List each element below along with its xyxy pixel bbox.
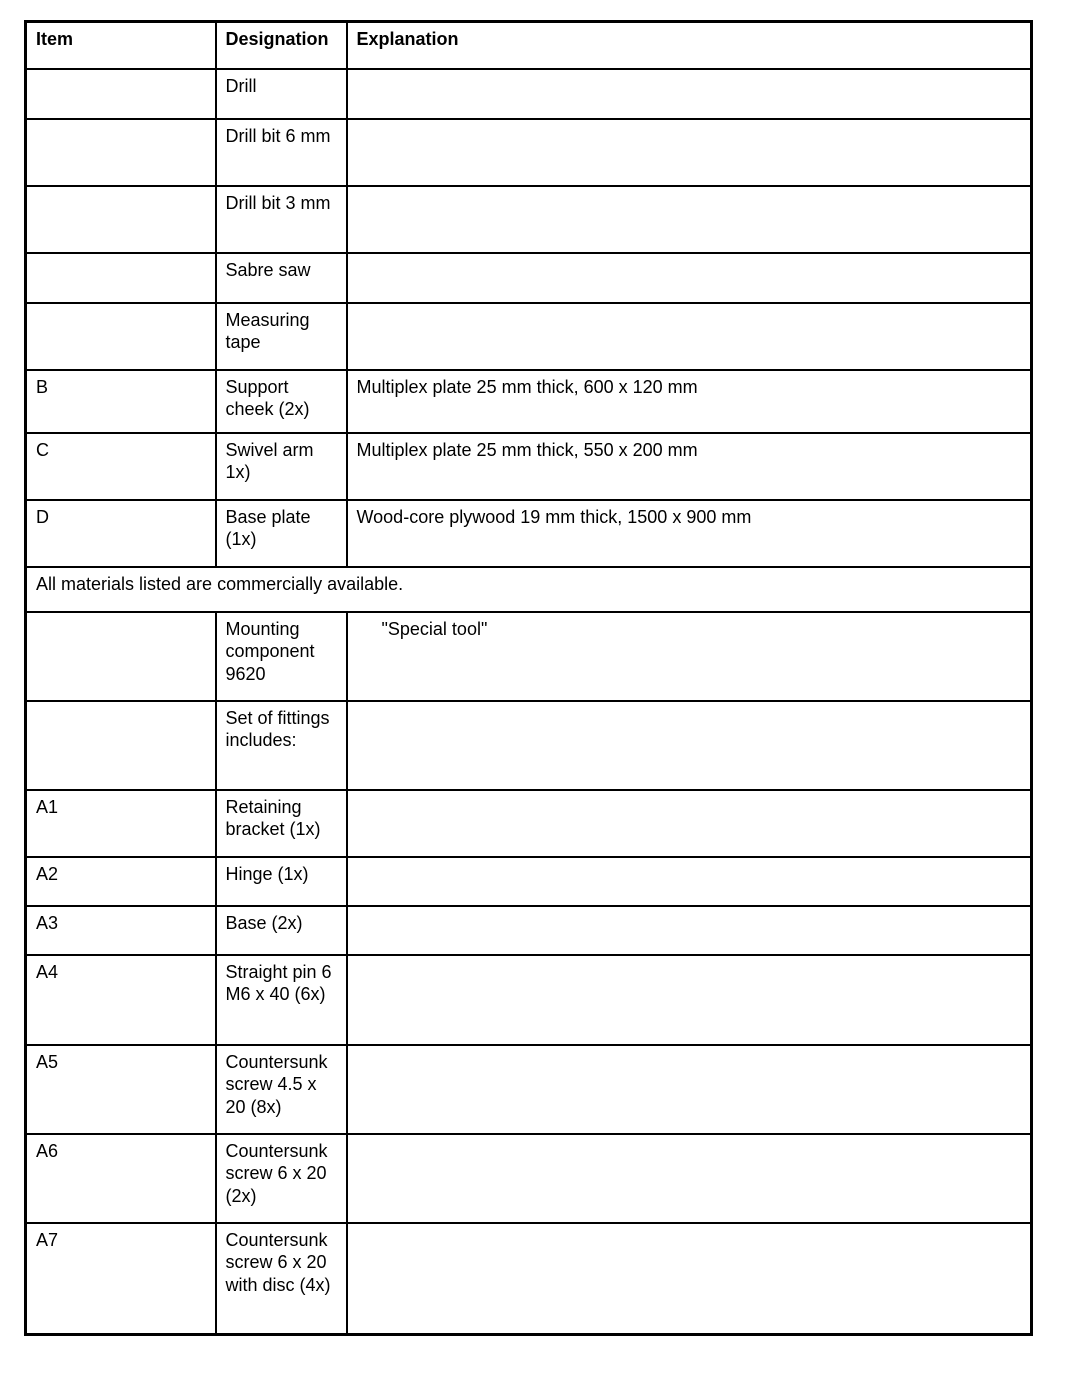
availability-note: All materials listed are commercially available. <box>26 567 1032 612</box>
mounting-row <box>26 612 1032 701</box>
table-row <box>26 253 1032 303</box>
header-row <box>26 22 1032 69</box>
item-cell <box>26 612 216 701</box>
explanation-cell <box>347 253 1032 303</box>
table-row <box>26 790 1032 857</box>
designation-cell: Drill bit 6 mm <box>216 119 347 186</box>
header-item: Item <box>26 22 216 69</box>
explanation-cell: Multiplex plate 25 mm thick, 600 x 120 mm <box>347 370 1032 433</box>
designation-cell: Base (2x) <box>216 906 347 955</box>
designation-cell: Straight pin 6 M6 x 40 (6x) <box>216 955 347 1045</box>
explanation-cell <box>347 1223 1032 1335</box>
designation-cell: Countersunk screw 6 x 20 with disc (4x) <box>216 1223 347 1335</box>
designation-cell: Countersunk screw 4.5 x 20 (8x) <box>216 1045 347 1134</box>
table-row <box>26 303 1032 370</box>
item-cell: A5 <box>26 1045 216 1134</box>
designation-cell: Swivel arm 1x) <box>216 433 347 500</box>
table-row <box>26 906 1032 955</box>
explanation-cell <box>347 69 1032 119</box>
item-cell: A6 <box>26 1134 216 1223</box>
item-cell <box>26 119 216 186</box>
item-cell: A7 <box>26 1223 216 1335</box>
explanation-cell <box>347 906 1032 955</box>
designation-cell: Support cheek (2x) <box>216 370 347 433</box>
explanation-cell <box>347 1045 1032 1134</box>
item-cell <box>26 69 216 119</box>
explanation-cell <box>347 119 1032 186</box>
table-row <box>26 119 1032 186</box>
table-row <box>26 1134 1032 1223</box>
table-row <box>26 500 1032 567</box>
parts-table <box>24 20 1033 1336</box>
designation-cell: Base plate (1x) <box>216 500 347 567</box>
explanation-cell <box>347 701 1032 790</box>
explanation-cell <box>347 955 1032 1045</box>
table-row <box>26 955 1032 1045</box>
mounting-designation: Mounting component 9620 <box>216 612 347 701</box>
explanation-cell <box>347 303 1032 370</box>
item-cell: B <box>26 370 216 433</box>
designation-cell: Sabre saw <box>216 253 347 303</box>
item-cell: A3 <box>26 906 216 955</box>
table-row <box>26 433 1032 500</box>
item-cell <box>26 186 216 253</box>
note-row <box>26 567 1032 612</box>
explanation-cell: Multiplex plate 25 mm thick, 550 x 200 mm <box>347 433 1032 500</box>
designation-cell: Hinge (1x) <box>216 857 347 906</box>
item-cell: A4 <box>26 955 216 1045</box>
table-row <box>26 857 1032 906</box>
designation-cell: Drill bit 3 mm <box>216 186 347 253</box>
fittings-row <box>26 701 1032 790</box>
explanation-cell <box>347 790 1032 857</box>
item-cell <box>26 303 216 370</box>
item-cell: D <box>26 500 216 567</box>
item-cell <box>26 701 216 790</box>
table-row <box>26 1045 1032 1134</box>
item-cell <box>26 253 216 303</box>
header-designation: Designation <box>216 22 347 69</box>
designation-cell: Set of fittings includes: <box>216 701 347 790</box>
designation-cell: Drill <box>216 69 347 119</box>
table-row <box>26 370 1032 433</box>
table-row <box>26 186 1032 253</box>
special-tool-label: "Special tool" <box>347 612 1032 701</box>
explanation-cell <box>347 1134 1032 1223</box>
item-cell: C <box>26 433 216 500</box>
explanation-cell: Wood-core plywood 19 mm thick, 1500 x 900 mm <box>347 500 1032 567</box>
table-row <box>26 1223 1032 1335</box>
designation-cell: Countersunk screw 6 x 20 (2x) <box>216 1134 347 1223</box>
designation-cell: Measuring tape <box>216 303 347 370</box>
explanation-cell <box>347 186 1032 253</box>
explanation-cell <box>347 857 1032 906</box>
table-row <box>26 69 1032 119</box>
item-cell: A2 <box>26 857 216 906</box>
item-cell: A1 <box>26 790 216 857</box>
header-explanation: Explanation <box>347 22 1032 69</box>
designation-cell: Retaining bracket (1x) <box>216 790 347 857</box>
